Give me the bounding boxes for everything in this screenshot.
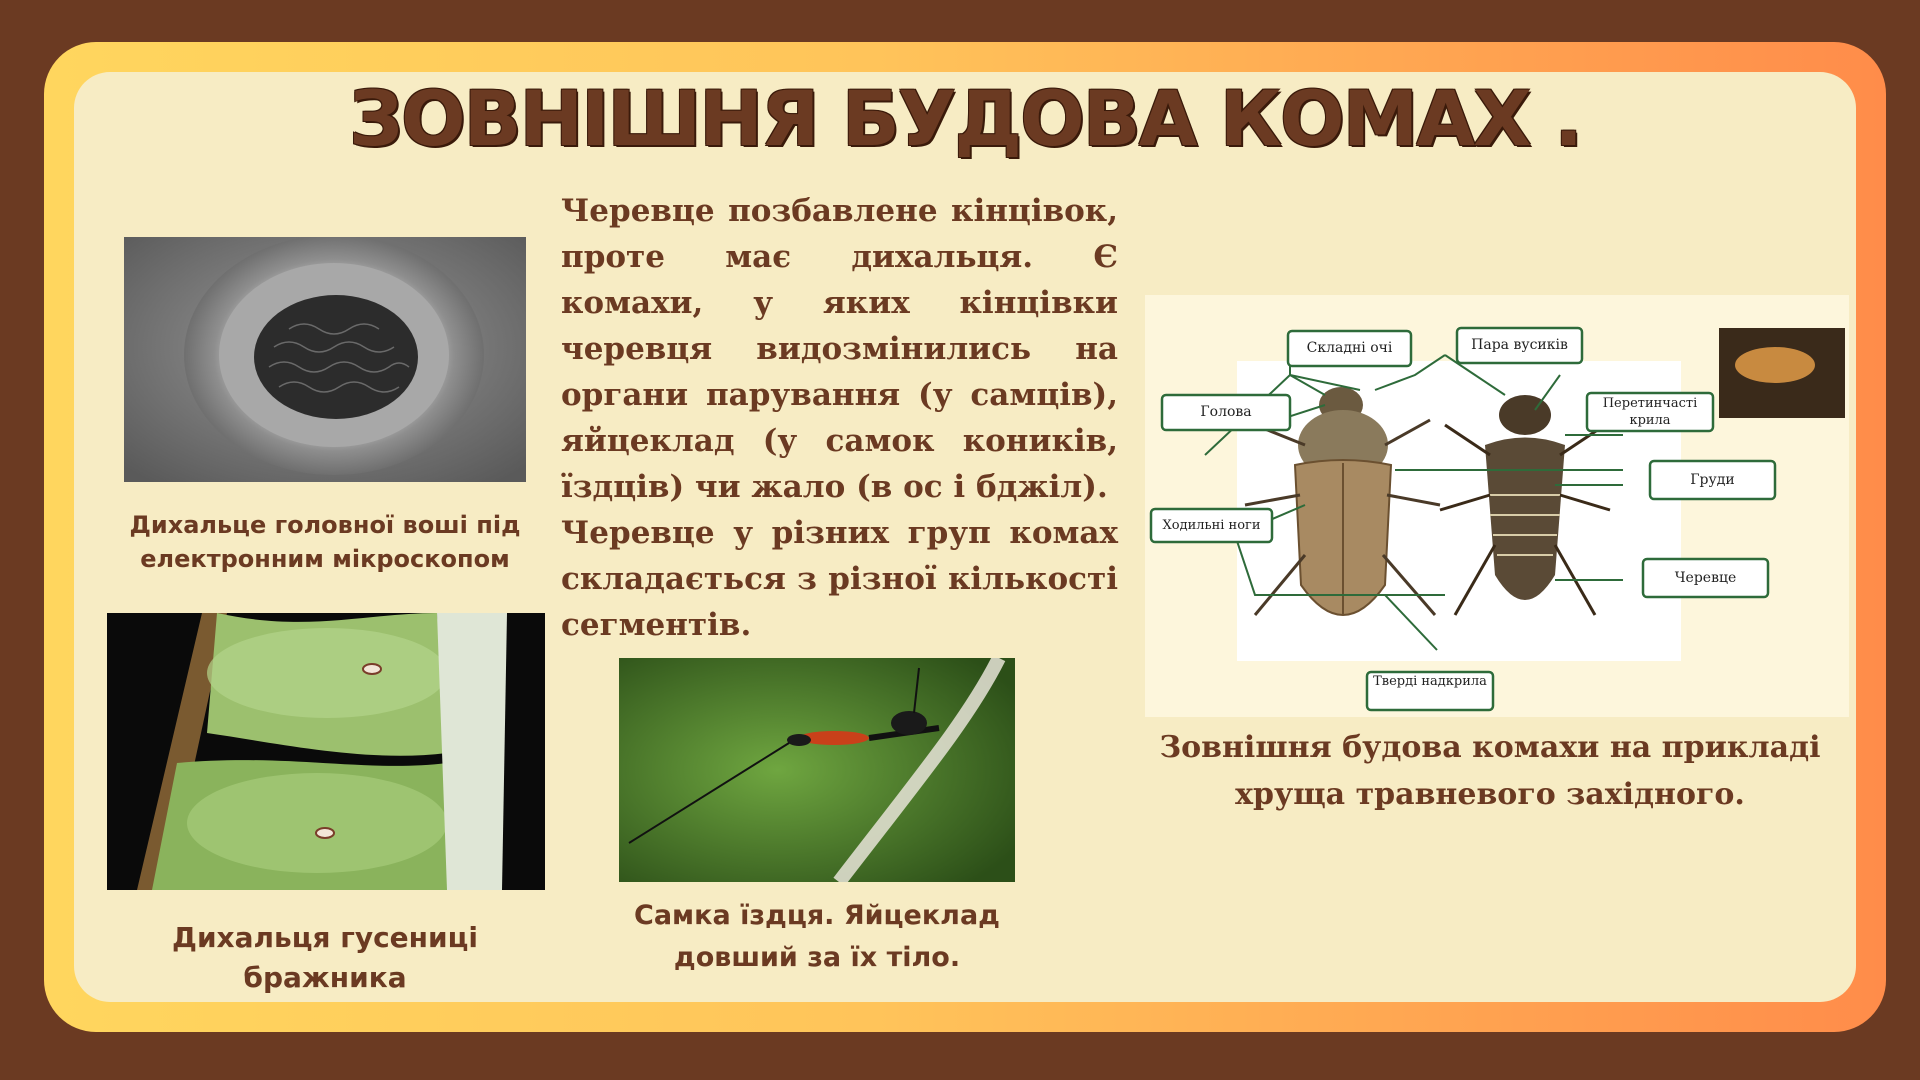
caption-beetle: Зовнішня будова комахи на прикладі хруща травневого західного. xyxy=(1159,730,1821,812)
body-text xyxy=(561,188,1118,648)
label-antennae: Пара вусиків xyxy=(1471,337,1568,353)
caption-wasp: Самка їздця. Яйцеклад довший за їх тіло. xyxy=(634,900,1000,973)
beetle-diagram xyxy=(1145,295,1849,717)
label-thorax: Груди xyxy=(1690,472,1735,488)
label-abdomen: Черевце xyxy=(1674,570,1737,586)
label-eyes: Складні очі xyxy=(1306,340,1393,356)
body-paragraph-2: Черевце у різних груп комах складається з різної кількості сегментів. xyxy=(561,515,1118,643)
body-paragraph-1: Черевце позбавлене кінцівок, проте має дихальця. Є комахи, у яких кінцівки черевця видозмінились на органи парування (у самців), яйцеклад (у самок коників, їздців) чи жало (в ос і бджіл). xyxy=(561,193,1118,505)
label-head: Голова xyxy=(1200,404,1252,420)
label-legs: Ходильні ноги xyxy=(1162,518,1261,533)
caption-spiracle: Дихальце головної воші під електронним мікроскопом xyxy=(129,511,521,573)
label-wings: Перетинчасті крила xyxy=(1602,396,1698,428)
caption-caterpillar: Дихальця гусениці бражника xyxy=(172,921,478,994)
spiracle-micrograph xyxy=(124,237,526,482)
slide-title: ЗОВНІШНЯ БУДОВА КОМАХ . xyxy=(348,74,1581,163)
caterpillar-photo xyxy=(107,613,545,890)
wasp-photo xyxy=(619,658,1015,882)
label-elytra: Тверді надкрила xyxy=(1373,674,1487,689)
